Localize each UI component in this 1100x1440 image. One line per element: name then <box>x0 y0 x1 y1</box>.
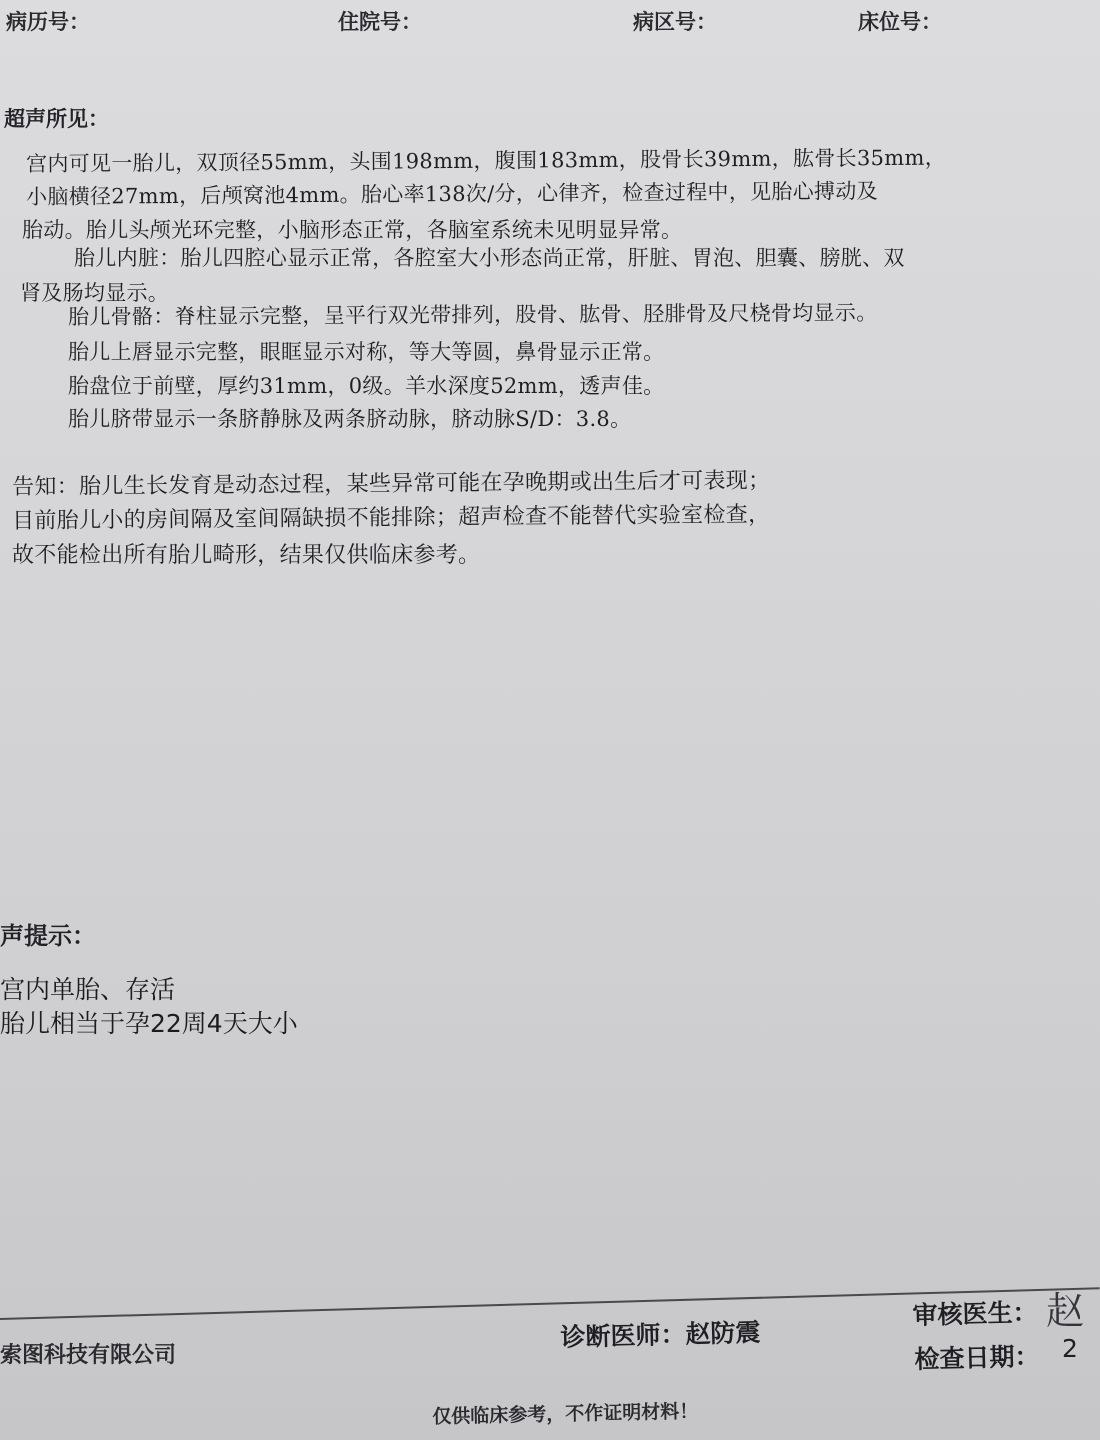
company-name: 索图科技有限公司 <box>0 1343 177 1368</box>
ward-number-label: 病区号： <box>633 10 717 34</box>
findings-line: 胎儿骨骼：脊柱显示完整，呈平行双光带排列，股骨、肱骨、胫腓骨及尺桡骨均显示。 <box>68 300 878 329</box>
findings-line: 宫内可见一胎儿，双顶径55mm，头围198mm，腹围183mm，股骨长39mm，肱骨长35mm， <box>26 145 947 176</box>
findings-line: 胎儿上唇显示完整，眼眶显示对称，等大等圆，鼻骨显示正常。 <box>68 340 665 364</box>
record-number-label: 病历号： <box>6 10 90 34</box>
exam-date-value: 2 <box>1062 1334 1078 1363</box>
diagnosing-doctor: 诊断医师：赵防震 <box>560 1317 761 1352</box>
findings-line: 胎儿内脏：胎儿四腔心显示正常，各腔室大小形态尚正常，肝脏、胃泡、胆囊、膀胱、双 <box>74 246 905 270</box>
inpatient-number-label: 住院号： <box>338 10 422 34</box>
notice-line: 告知：胎儿生长发育是动态过程，某些异常可能在孕晚期或出生后才可表现； <box>12 468 771 500</box>
findings-line: 胎动。胎儿头颅光环完整，小脑形态正常，各脑室系统未见明显异常。 <box>22 218 683 242</box>
reviewing-doctor-label: 审核医生： <box>912 1297 1038 1330</box>
findings-line: 小脑横径27mm，后颅窝池4mm。胎心率138次/分，心律齐，检查过程中，见胎心搏动及 <box>26 179 878 209</box>
report-header <box>0 0 1080 42</box>
findings-line: 胎盘位于前壁，厚约31mm，0级。羊水深度52mm，透声佳。 <box>68 374 665 398</box>
notice-line: 故不能检出所有胎儿畸形，结果仅供临床参考。 <box>12 543 481 568</box>
impression-title: 声提示： <box>0 922 96 950</box>
findings-title: 超声所见： <box>4 107 109 131</box>
notice-line: 目前胎儿小的房间隔及室间隔缺损不能排除；超声检查不能替代实验室检查， <box>12 502 771 534</box>
exam-date-label: 检查日期： <box>914 1341 1040 1374</box>
disclaimer: 仅供临床参考，不作证明材料！ <box>432 1400 699 1428</box>
bed-number-label: 床位号： <box>858 10 942 34</box>
impression-line: 宫内单胎、存活 <box>0 975 176 1004</box>
findings-line: 肾及肠均显示。 <box>20 281 170 305</box>
findings-line: 胎儿脐带显示一条脐静脉及两条脐动脉，脐动脉S/D：3.8。 <box>68 407 632 431</box>
reviewing-doctor-signature: 赵 <box>1046 1289 1085 1333</box>
impression-line: 胎儿相当于孕22周4天大小 <box>0 1009 298 1038</box>
